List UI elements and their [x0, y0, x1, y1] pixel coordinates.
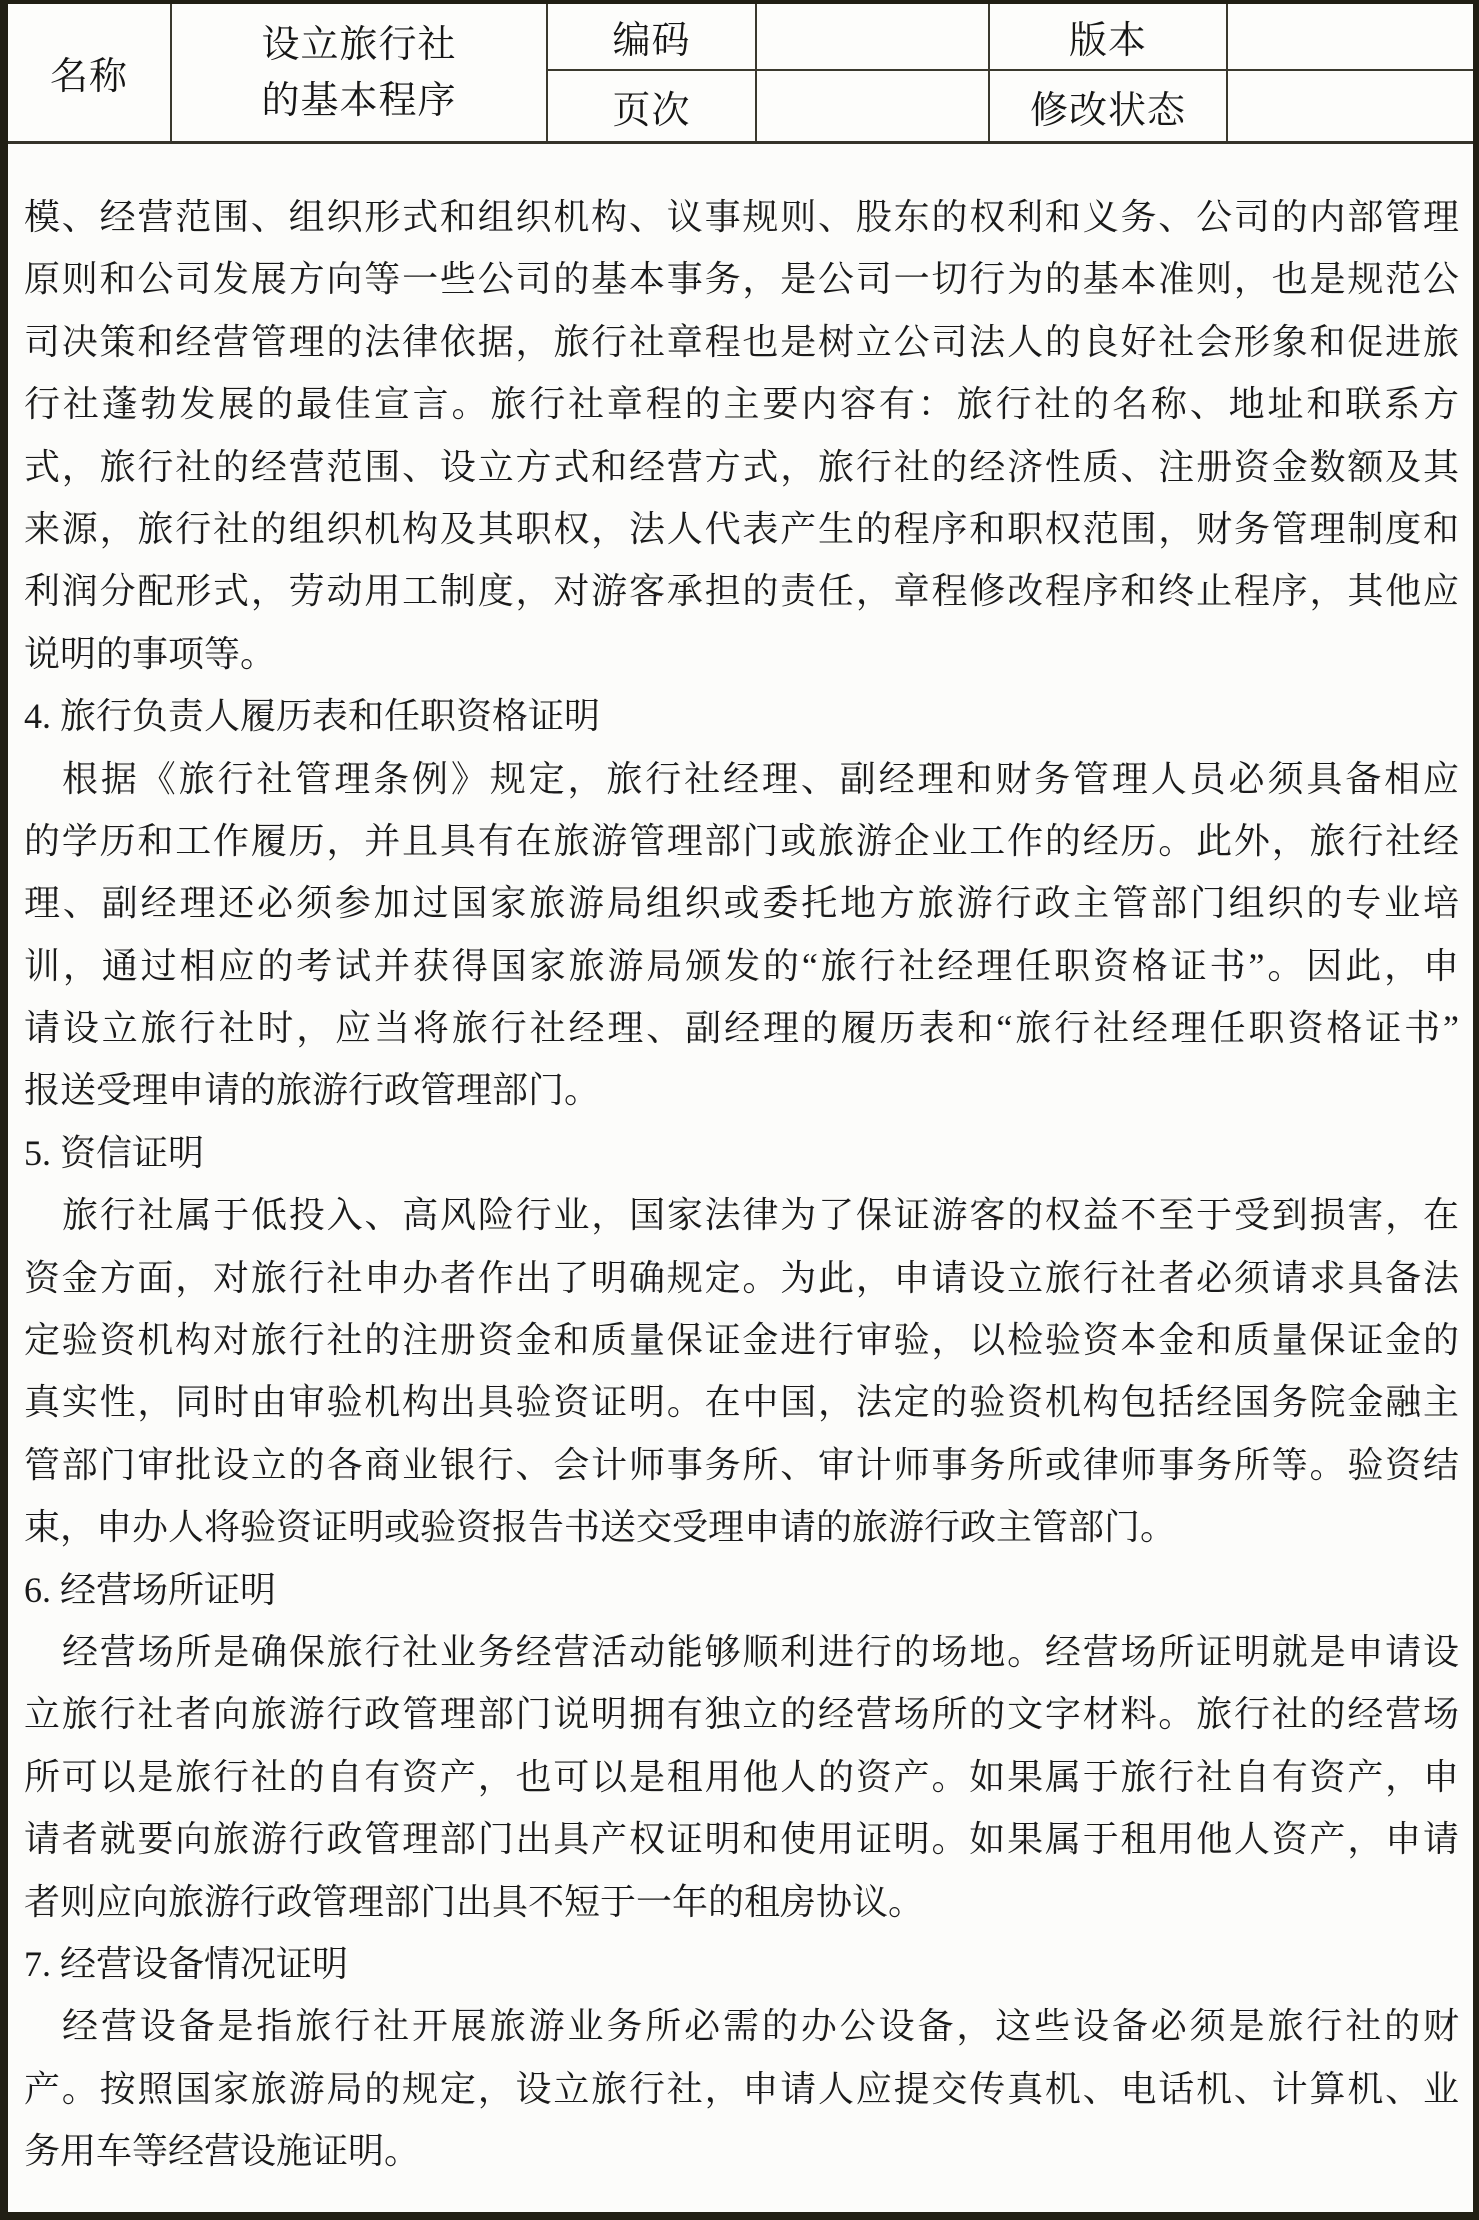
body-text-line: 根据《旅行社管理条例》规定，旅行社经理、副经理和财务管理人员必须具备相应 — [62, 758, 1459, 799]
body-text-line: 说明的事项等。 — [24, 633, 277, 674]
page-label: 页次 — [612, 89, 691, 132]
name-label-cell — [8, 4, 172, 141]
document-title-cell — [172, 4, 548, 141]
version-label-cell — [990, 4, 1228, 71]
document-body — [8, 144, 1473, 2212]
body-text-line: 旅行社属于低投入、高风险行业，国家法律为了保证游客的权益不至于受到损害，在 — [62, 1195, 1459, 1236]
body-text-line: 请者就要向旅游行政管理部门出具产权证明和使用证明。如果属于租用他人资产，申请 — [24, 1819, 1459, 1860]
body-text-line: 司决策和经营管理的法律依据，旅行社章程也是树立公司法人的良好社会形象和促进旅 — [24, 321, 1459, 362]
body-text-line: 来源，旅行社的组织机构及其职权，法人代表产生的程序和职权范围，财务管理制度和 — [24, 508, 1459, 549]
body-text-line: 7. 经营设备情况证明 — [24, 1943, 349, 1984]
body-text-line: 6. 经营场所证明 — [24, 1569, 277, 1610]
body-text-line: 者则应向旅游行政管理部门出具不短于一年的租房协议。 — [24, 1881, 925, 1922]
body-text-line: 真实性，同时由审验机构出具验资证明。在中国，法定的验资机构包括经国务院金融主 — [24, 1382, 1459, 1423]
code-label-cell — [548, 4, 757, 71]
body-text-line: 模、经营范围、组织形式和组织机构、议事规则、股东的权利和义务、公司的内部管理 — [24, 197, 1459, 237]
body-text-line: 的学历和工作履历，并且具有在旅游管理部门或旅游企业工作的经历。此外，旅行社经 — [24, 820, 1459, 861]
page-label-cell — [548, 71, 757, 141]
body-text-line: 务用车等经营设施证明。 — [24, 2131, 421, 2172]
document-header-table — [8, 4, 1473, 144]
body-text-line: 5. 资信证明 — [24, 1132, 205, 1173]
page-value-cell — [757, 71, 990, 141]
code-label: 编码 — [612, 20, 691, 62]
code-value-cell — [757, 4, 990, 71]
body-text-line: 训，通过相应的考试并获得国家旅游局颁发的“旅行社经理任职资格证书”。因此，申 — [24, 945, 1459, 986]
document-title-line1: 设立旅行社 — [261, 23, 457, 66]
body-text-line: 请设立旅行社时，应当将旅行社经理、副经理的履历表和“旅行社经理任职资格证书” — [24, 1008, 1459, 1049]
revision-label-cell — [990, 71, 1228, 141]
revision-label: 修改状态 — [1029, 89, 1186, 132]
body-text-line: 理、副经理还必须参加过国家旅游局组织或委托地方旅游行政主管部门组织的专业培 — [24, 883, 1459, 924]
body-text-line: 产。按照国家旅游局的规定，设立旅行社，申请人应提交传真机、电话机、计算机、业 — [24, 2068, 1459, 2109]
body-text-line: 定验资机构对旅行社的注册资金和质量保证金进行审验，以检验资本金和质量保证金的 — [24, 1320, 1459, 1361]
body-text-line: 经营设备是指旅行社开展旅游业务所必需的办公设备，这些设备必须是旅行社的财 — [62, 2006, 1459, 2047]
body-text-line: 行社蓬勃发展的最佳宣言。旅行社章程的主要内容有：旅行社的名称、地址和联系方 — [24, 384, 1459, 425]
body-text-line: 所可以是旅行社的自有资产，也可以是租用他人的资产。如果属于旅行社自有资产，申 — [24, 1756, 1459, 1797]
body-text-line: 式，旅行社的经营范围、设立方式和经营方式，旅行社的经济性质、注册资金数额及其 — [24, 446, 1459, 487]
body-text-line: 报送受理申请的旅游行政管理部门。 — [24, 1070, 601, 1111]
document-title-line2: 的基本程序 — [261, 79, 457, 122]
version-value-cell — [1228, 4, 1473, 71]
body-text-line: 管部门审批设立的各商业银行、会计师事务所、审计师事务所或律师事务所等。验资结 — [24, 1444, 1459, 1485]
body-text-line: 4. 旅行负责人履历表和任职资格证明 — [24, 696, 601, 737]
name-label: 名称 — [49, 56, 128, 98]
body-text-line: 经营场所是确保旅行社业务经营活动能够顺利进行的场地。经营场所证明就是申请设 — [62, 1631, 1459, 1672]
body-text-line: 资金方面，对旅行社申办者作出了明确规定。为此，申请设立旅行社者必须请求具备法 — [24, 1257, 1459, 1298]
revision-value-cell — [1228, 71, 1473, 141]
version-label: 版本 — [1068, 20, 1147, 62]
body-text-line: 束，申办人将验资证明或验资报告书送交受理申请的旅游行政主管部门。 — [24, 1507, 1177, 1548]
body-text-line: 利润分配形式，劳动用工制度，对游客承担的责任，章程修改程序和终止程序，其他应 — [24, 571, 1459, 612]
body-text-line: 立旅行社者向旅游行政管理部门说明拥有独立的经营场所的文字材料。旅行社的经营场 — [24, 1694, 1459, 1735]
body-text-line: 原则和公司发展方向等一些公司的基本事务，是公司一切行为的基本准则，也是规范公 — [24, 259, 1459, 300]
